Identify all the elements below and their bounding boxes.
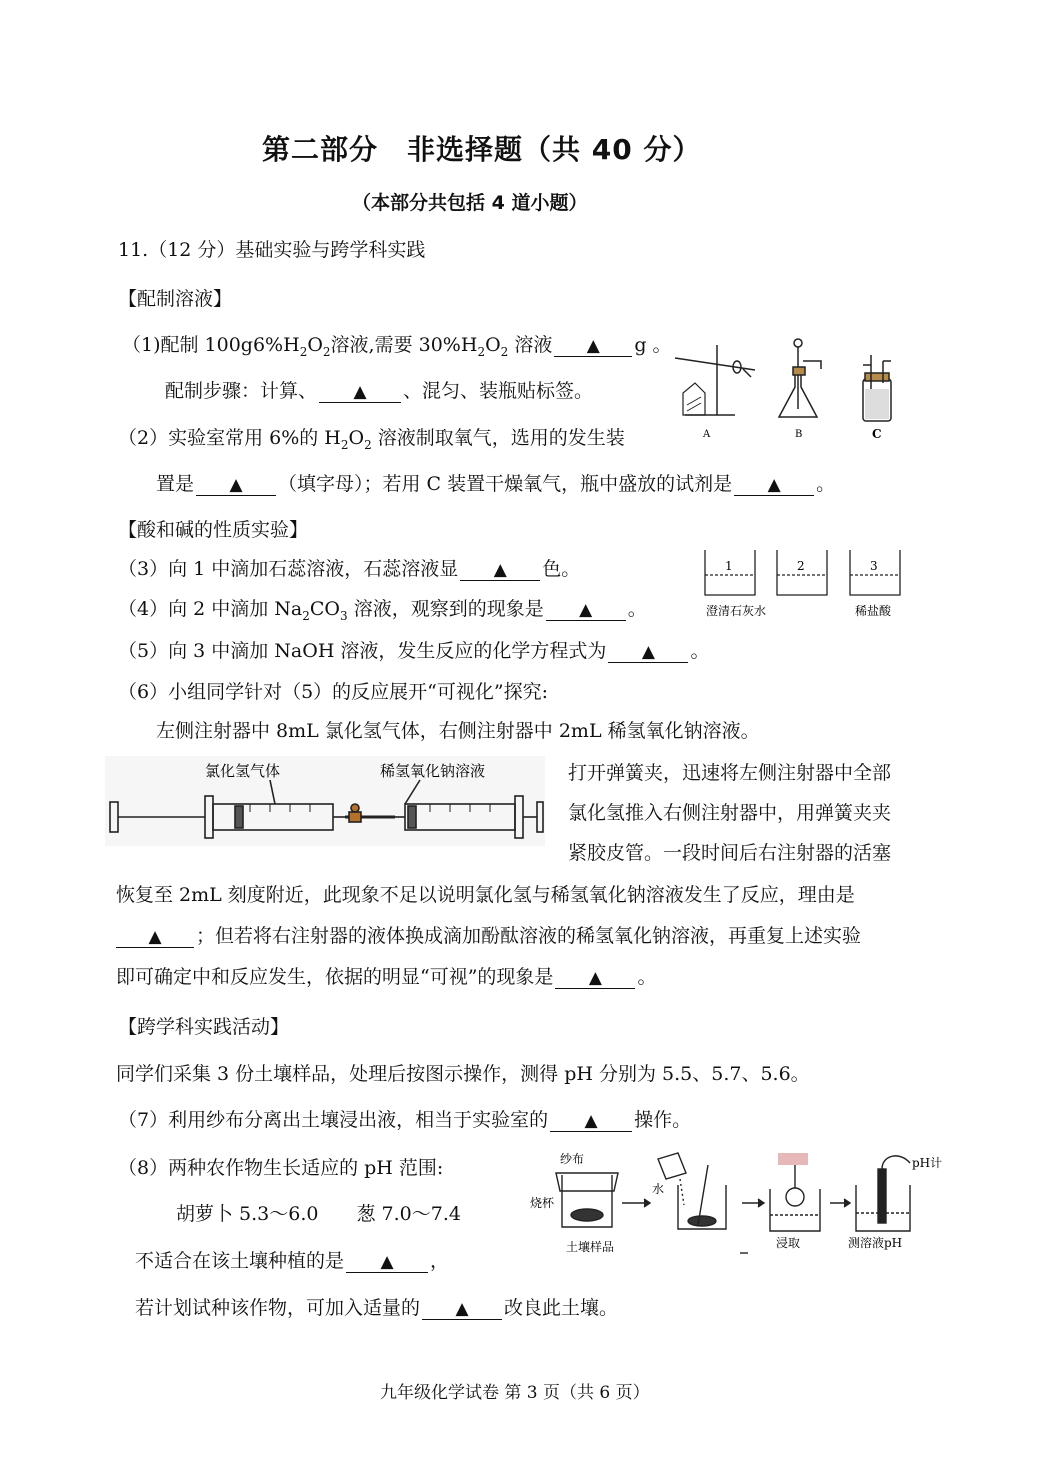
answer-blank[interactable]: ▲ <box>422 1298 502 1320</box>
answer-blank[interactable]: ▲ <box>554 335 632 357</box>
question-8-crops: 胡萝卜 5.3～6.0 葱 7.0～7.4 <box>176 1203 461 1225</box>
question-6-text-e: 紧胶皮管。一段时间后右注射器的活塞 <box>568 842 892 864</box>
question-1-steps: 配制步骤：计算、 ▲ 、混匀、装瓶贴标签。 <box>165 380 594 402</box>
section-heading-acid-base: 【酸和碱的性质实验】 <box>118 519 309 541</box>
apparatus-figure <box>665 325 905 445</box>
beakers-figure <box>700 545 910 625</box>
question-8-line: （8）两种农作物生长适应的 pH 范围: <box>118 1157 444 1179</box>
question-8-unsuitable: 不适合在该土壤种植的是 ▲ ， <box>135 1250 450 1272</box>
svg-text:水: 水 <box>652 1182 665 1196</box>
question-6-setup: 左侧注射器中 8mL 氯化氢气体，右侧注射器中 2mL 稀氢氧化钠溶液。 <box>156 720 760 742</box>
answer-blank[interactable]: ▲ <box>116 926 194 948</box>
question-2-line-b: 置是 ▲ （填字母）；若用 C 装置干燥氧气，瓶中盛放的试剂是 ▲ 。 <box>156 473 836 495</box>
question-7-line: （7）利用纱布分离出土壤浸出液，相当于实验室的 ▲ 操作。 <box>118 1109 692 1131</box>
question-6-text-f: 恢复至 2mL 刻度附近，此现象不足以说明氯化氢与稀氢氧化钠溶液发生了反应，理由是 <box>116 884 855 906</box>
question-4-line: （4）向 2 中滴加 $Na_2CO_3$ 溶液，观察到的现象是 ▲ 。 <box>118 598 647 623</box>
answer-blank[interactable]: ▲ <box>319 381 401 403</box>
practice-intro: 同学们采集 3 份土壤样品，处理后按图示操作，测得 pH 分别为 5.5、5.7、5.6。 <box>116 1063 810 1085</box>
question-6-text-h: 即可确定中和反应发生，依据的明显“可视”的现象是 ▲ 。 <box>116 966 657 988</box>
answer-blank[interactable]: ▲ <box>734 474 814 496</box>
svg-text:稀盐酸: 稀盐酸 <box>855 604 892 618</box>
section-heading-solution: 【配制溶液】 <box>118 288 233 310</box>
question-5-line: （5）向 3 中滴加 NaOH 溶液，发生反应的化学方程式为 ▲ 。 <box>118 640 710 662</box>
svg-text:2: 2 <box>797 559 805 573</box>
svg-text:C: C <box>872 427 882 441</box>
svg-text:纱布: 纱布 <box>560 1152 585 1166</box>
svg-text:测溶液pH: 测溶液pH <box>848 1236 903 1250</box>
svg-text:1: 1 <box>725 559 733 573</box>
svg-text:A: A <box>703 429 711 440</box>
question-6-line: （6）小组同学针对（5）的反应展开“可视化”探究: <box>118 681 549 703</box>
syringe-figure <box>105 756 545 846</box>
soil-experiment-figure <box>530 1145 950 1265</box>
answer-blank[interactable]: ▲ <box>555 967 635 989</box>
svg-text:pH计: pH计 <box>912 1156 943 1170</box>
svg-text:澄清石灰水: 澄清石灰水 <box>706 604 767 618</box>
question-6-text-c: 打开弹簧夹，迅速将左侧注射器中全部 <box>568 762 892 784</box>
svg-text:3: 3 <box>870 559 878 573</box>
question-8-improve: 若计划试种该作物，可加入适量的 ▲ 改良此土壤。 <box>135 1297 619 1319</box>
page-title: 第二部分 非选择题（共 40 分） <box>262 133 702 166</box>
question-2-line: （2）实验室常用 6%的 $H_2O_2$ 溶液制取氧气，选用的发生装 <box>118 427 625 452</box>
section-heading-practice: 【跨学科实践活动】 <box>118 1016 290 1038</box>
question-heading: 11.（12 分）基础实验与跨学科实践 <box>118 239 426 261</box>
apparatus-b <box>779 339 821 417</box>
answer-blank[interactable]: ▲ <box>196 474 276 496</box>
answer-blank[interactable]: ▲ <box>608 641 688 663</box>
page-footer: 九年级化学试卷 第 3 页（共 6 页） <box>380 1383 650 1403</box>
answer-blank[interactable]: ▲ <box>546 599 626 621</box>
question-6-text-g: ▲ ；但若将右注射器的液体换成滴加酚酞溶液的稀氢氧化钠溶液，再重复上述实验 <box>116 921 861 948</box>
question-1-line: （1)配制 $100g6\%H_2O_2$溶液,需要 $30\%H_2O_2$ 溶液 ▲ g 。 <box>122 334 672 359</box>
answer-blank[interactable]: ▲ <box>346 1251 428 1273</box>
apparatus-c <box>863 355 891 421</box>
svg-text:土壤样品: 土壤样品 <box>566 1240 615 1254</box>
apparatus-a <box>675 345 755 415</box>
question-6-text-d: 氯化氢推入右侧注射器中，用弹簧夹夹 <box>568 802 892 824</box>
svg-text:稀氢氧化钠溶液: 稀氢氧化钠溶液 <box>380 762 486 780</box>
svg-text:烧杯: 烧杯 <box>530 1196 555 1210</box>
question-3-line: （3）向 1 中滴加石蕊溶液，石蕊溶液显 ▲ 色。 <box>118 558 581 580</box>
answer-blank[interactable]: ▲ <box>550 1110 632 1132</box>
svg-text:浸取: 浸取 <box>776 1236 801 1250</box>
page-subtitle: （本部分共包括 4 道小题） <box>352 192 588 214</box>
svg-text:氯化氢气体: 氯化氢气体 <box>205 762 281 780</box>
svg-text:B: B <box>795 429 803 440</box>
answer-blank[interactable]: ▲ <box>460 559 540 581</box>
